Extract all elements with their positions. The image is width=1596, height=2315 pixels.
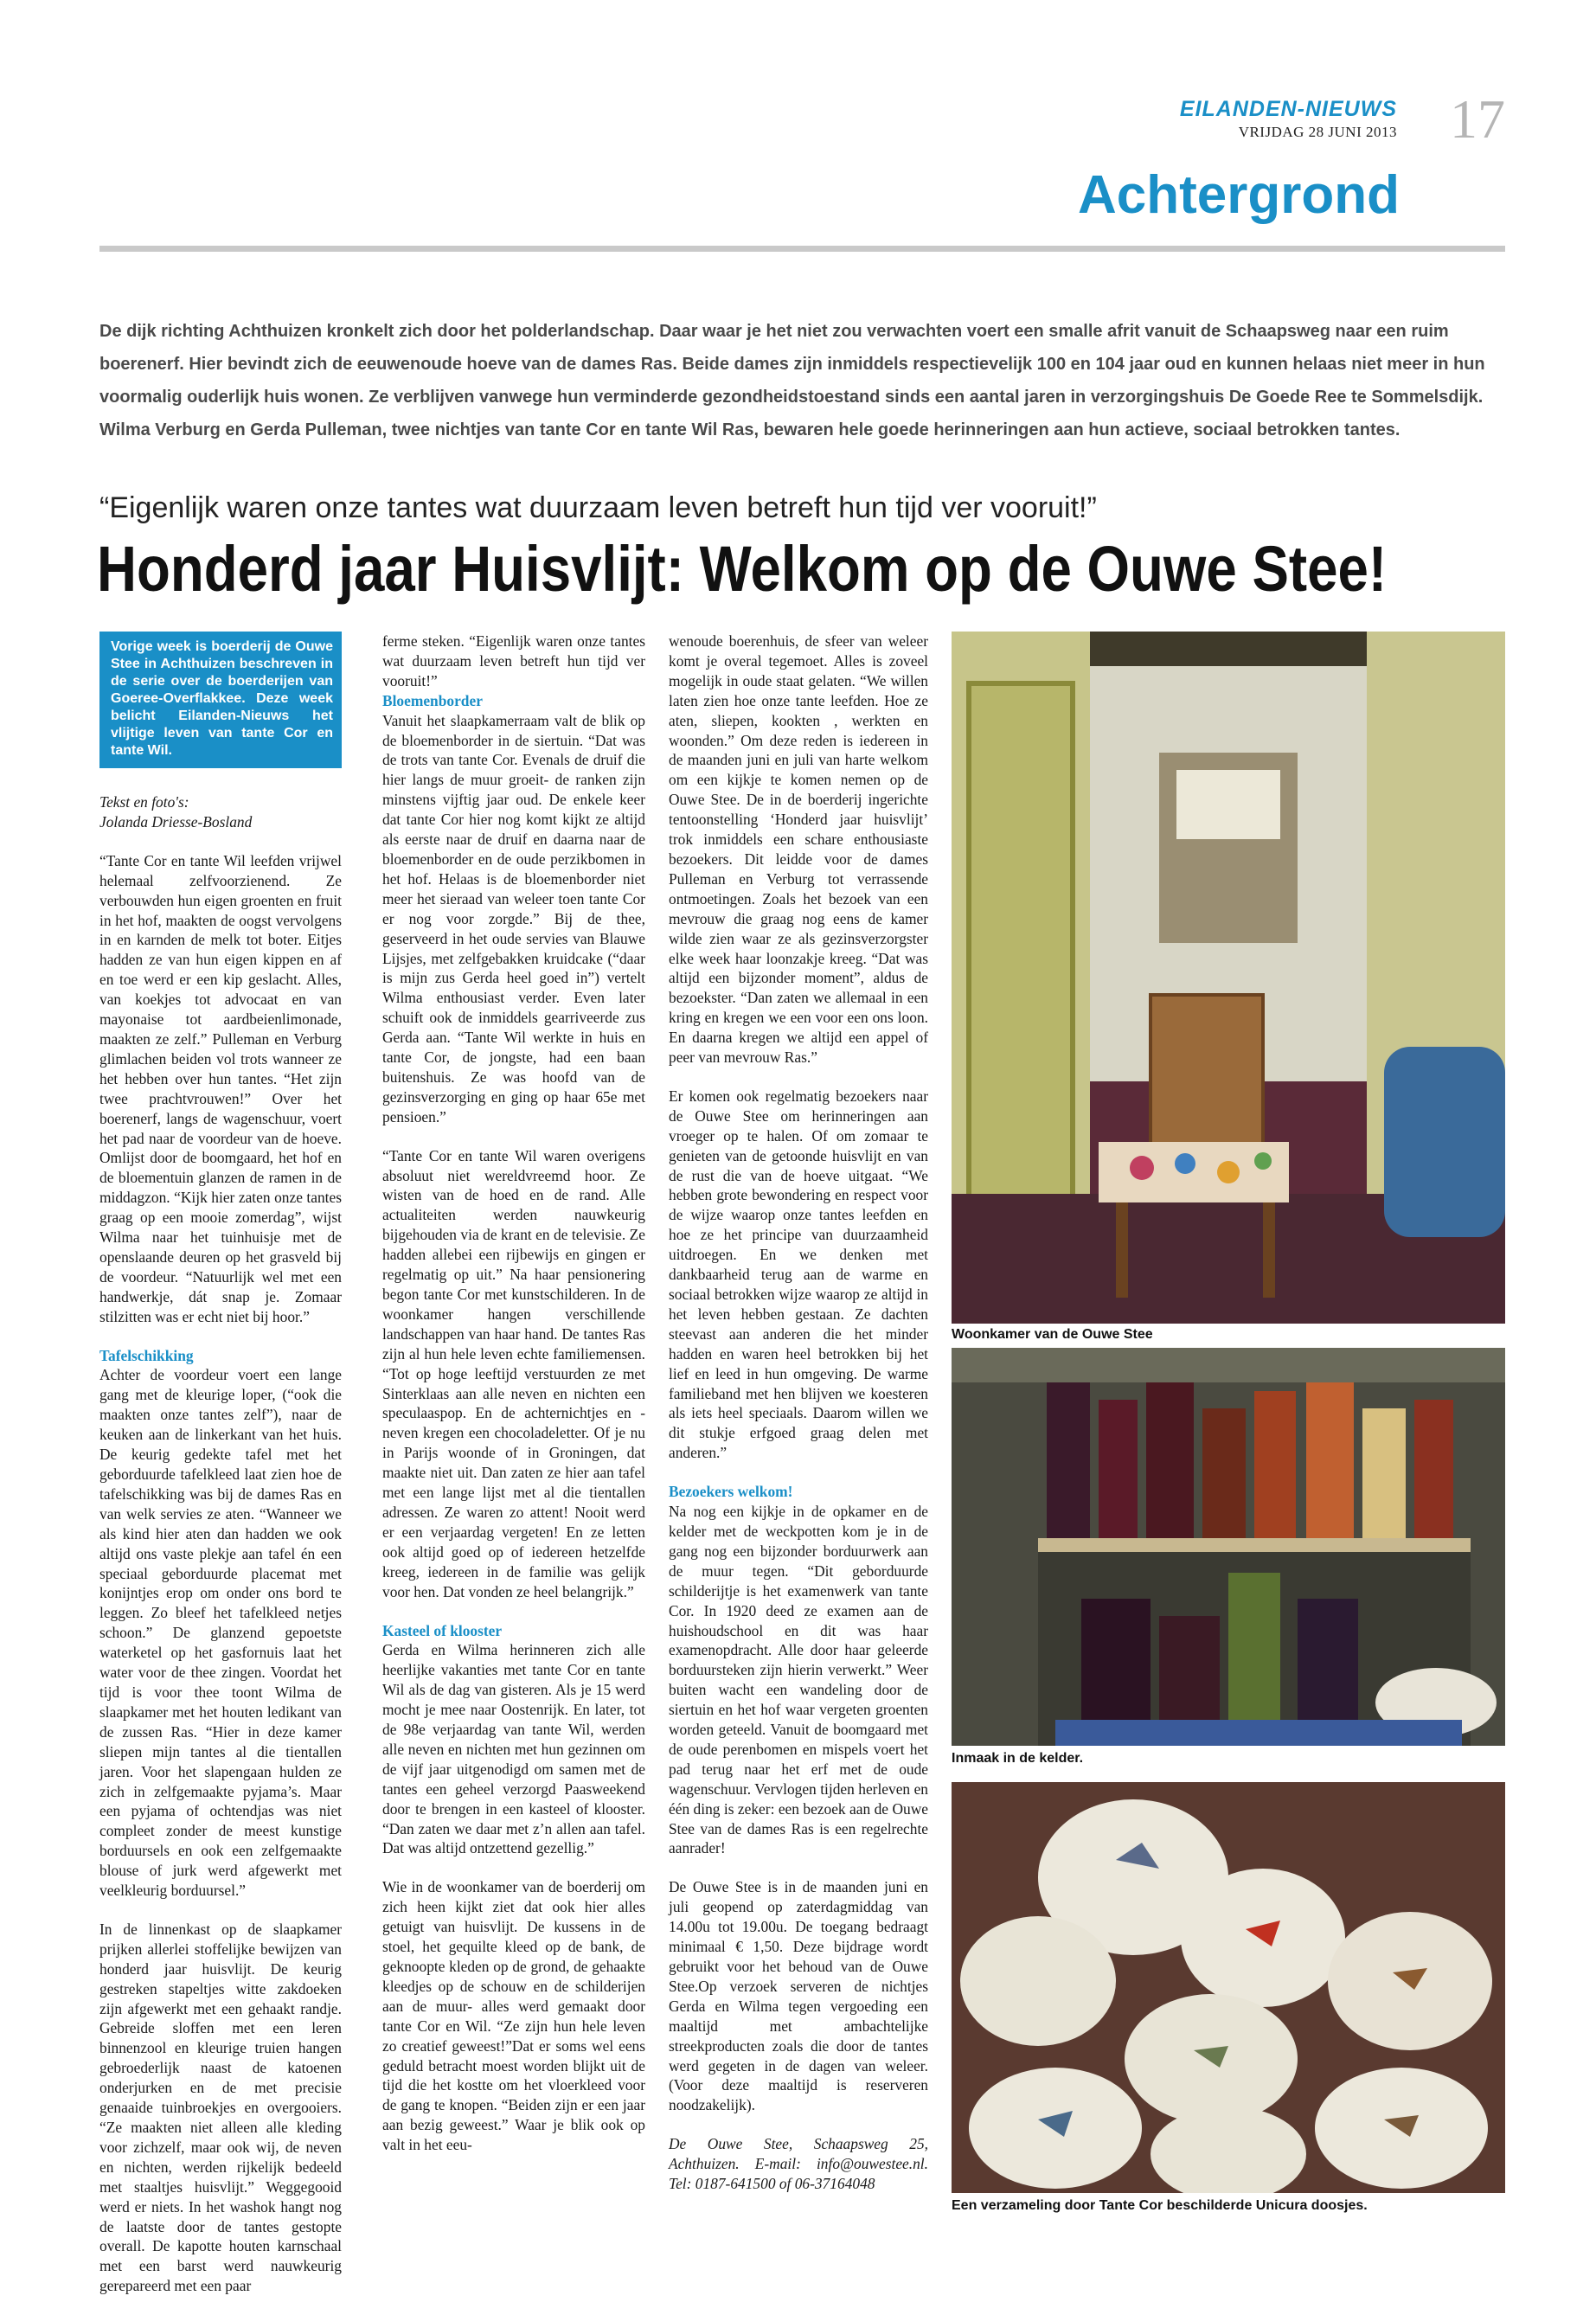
page-number: 17 bbox=[1450, 88, 1505, 150]
paragraph: Vanuit het slaapkamerraam valt de blik op de bloemenborder in de siertuin. “Dat was de trots van tante Cor. Evenals de druif die hier langs de muur groeit- de ranken zijn minstens vijftig jaar oud. De enkele keer dat tante Cor hier nog komt kijkt ze altijd als eerste naar de druif en daarna naar de bloemenborder en de oude perzikbomen in het hof. Helaas is de bloemenborder niet meer het sieraad van weleer toen tante Cor er nog voor zorgde.” Bij de thee, geserveerd in het oude servies van Blauwe Lijsjes, met zelfgebakken kruidcake (“daar is mijn zus Gerda heel goed in”) vertelt Wilma enthousiast verder. Even later schuift ook de inmiddels gearriveerde zus Gerda aan. “Tante Wil werkte in huis en tante Cor, de jongste, had een baan buitenshuis. Ze was hoofd van de gezinsverzorging en ging op haar 65e met pensioen.” bbox=[382, 711, 645, 1125]
subheading-tafelschikking: Tafelschikking bbox=[99, 1346, 194, 1364]
issue-date: VRIJDAG 28 JUNI 2013 bbox=[1238, 124, 1397, 140]
paragraph: Achter de voordeur voert een lange gang met de kleurige loper, (“ook die maakten onze tantes zelf”), naar de keuken aan de linkerkant van het huis. De keurig gedekte tafel met het geborduurde tafelkleed laat zien hoe de tafelschikking was bij de dames Ras en van welk servies ze aten. “Wanneer we als kind hier aten dan hadden we ook altijd ons vaste plekje aan tafel én een speciaal geborduurde placemat met konijntjes erop om onder ons bord te leggen. Zo bleef het tafelkleed netjes schoon.” De glanzend gepoetste waterketel op het gasfornuis laat het water voor de thee zingen. Voordat het tijd is voor thee toont Wilma de slaapkamer met het houten ledikant van de zussen Ras. “Hier in deze kamer sliepen mijn tantes al die tientallen jaren. Voor het slapengaan hulden ze zich in zelfgemaakte pyjama’s. Maar een pyjama of ochtendjas was niet compleet zonder de meest kunstige borduursels en ook een zelfgemaakte blouse of jurk werd afgewerkt met veelkleurig borduursel.” bbox=[99, 1366, 342, 1900]
header-divider bbox=[99, 246, 1505, 252]
photo-painted-boxes bbox=[952, 1782, 1505, 2193]
paragraph: Gerda en Wilma herinneren zich alle heerlijke vakanties met tante Cor en tante Wil als de dag van gisteren. Als je 15 werd mocht je mee naar Oostenrijk. En later, tot de 98e verjaardag van tante Wil, werden alle neven en nichten met hun gezinnen om de vijf jaar uitgenodigd om samen met de tantes een geheel verzorgd Paasweekend door te brengen in een kasteel of klooster. “Dan zaten we daar met z’n allen aan tafel. Dat was altijd ontzettend gezellig.” bbox=[382, 1641, 645, 1857]
intro-paragraph: De dijk richting Achthuizen kronkelt zich door het polderlandschap. Daar waar je het niet zou verwachten voert een smalle afrit vanuit de Schaapsweg naar een ruim boerenerf. Hier bevindt zich de eeuwenoude hoeve van de dames Ras. Beide dames zijn inmiddels respectievelijk 100 en 104 jaar oud en kunnen helaas niet meer in hun voormalig ouderlijk huis wonen. Ze verblijven vanwege hun verminderde gezondheidstoestand sinds een aantal jaren in verzorgingshuis De Goede Ree te Sommelsdijk. Wilma Verburg en Gerda Pulleman, twee nichtjes van tante Cor en tante Wil Ras, bewaren hele goede herinneringen aan hun actieve, sociaal betrokken tantes. bbox=[99, 322, 1485, 439]
paragraph: “Tante Cor en tante Wil leefden vrijwel helemaal zelfvoorzienend. Ze verbouwden hun eigen groenten en fruit in het hof, maakten de oogst vervolgens in en karnden de melk tot boter. Eitjes hadden ze van hun eigen kippen en af en toe werd er een kip geslacht. Alles, van koekjes tot advocaat en van mayonaise tot aardbeienlimonade, maakten ze zelf.” Pulleman en Verburg glimlachen beiden vol trots wanneer ze het hebben over hun tantes. “Het zijn twee prachtvrouwen!” Over het boerenerf, langs de wagenschuur, voert het pad naar de voordeur van de hoeve. Omlijst door de boomgaard, het hof en de bloementuin glanzen de ramen in de middagzon. “Kijk hier zaten onze tantes graag op een mooie zomerdag”, wijst Wilma naar het tuinhuisje met de openslaande deuren op het grasveld bij de voordeur. “Natuurlijk wel met een handwerkje, dát snap je. Zomaar stilzitten was er echt niet bij hoor.” bbox=[99, 851, 342, 1325]
caption-cellar: Inmaak in de kelder. bbox=[952, 1751, 1084, 1766]
subheading-kasteel: Kasteel of klooster bbox=[382, 1621, 503, 1639]
paragraph: wenoude boerenhuis, de sfeer van weleer komt je overal tegemoet. Alles is zoveel mogelijk in oude staat gelaten. “We willen laten zien hoe onze tante leefden. Hoe ze aten, sliepen, kookten , werkten en woonden.” Om deze reden is iedereen in de maanden juni en juli van harte welkom om een kijkje te komen nemen op de Ouwe Stee. De in de boerderij ingerichte tentoonstelling ‘Honderd jaar huisvlijt’ trok inmiddels een schare enthousiaste bezoekers. Dit leidde voor de dames Pulleman en Verburg tot verrassende ontmoetingen. Zoals het bezoek van een mevrouw die graag nog eens de kamer wilde zien waar ze als gezinsverzorgster elke week haar loonzakje kreeg. “Dat was altijd een bijzonder moment”, aldus de bezoekster. “Dan zaten we allemaal in een kring en kregen we een voor een ons loon. En daarna kregen we altijd een appel of peer van mevrouw Ras.” bbox=[669, 632, 928, 1067]
paragraph: ferme steken. “Eigenlijk waren onze tantes wat duurzaam leven betreft hun tijd ver vooruit!” bbox=[382, 632, 645, 689]
article-column-1 bbox=[99, 632, 342, 2315]
paragraph: Er komen ook regelmatig bezoekers naar de Ouwe Stee om herinneringen aan vroeger op te halen. Of om zomaar te genieten van de getoonde huisvlijt en van de rust die van de hoeve uitgaat. “We hebben grote bewondering en respect voor de wijze waarop onze tantes leefden en hoe ze het principe van duurzaamheid uitdroegen. En we denken met dankbaarheid terug aan de warme en sociaal betrokken wijze waarop ze altijd in het leven hebben gestaan. Ze dachten steevast aan anderen die het minder hadden en waren heel betrokken bij het lief en leed in hun omgeving. De warme familieband met hen blijven we koesteren als iets heel speciaals. Daarom willen we dit stukje erfgoed graag delen met anderen.” bbox=[669, 1087, 928, 1462]
section-title: Achtergrond bbox=[1078, 165, 1400, 225]
photo-cellar-jars bbox=[952, 1348, 1505, 1746]
credit-author: Jolanda Driesse-Bosland bbox=[99, 812, 253, 830]
pull-quote: “Eigenlijk waren onze tantes wat duurzaam leven betreft hun tijd ver vooruit!” bbox=[99, 491, 1097, 524]
article-column-2 bbox=[382, 632, 645, 2174]
paragraph: Na nog een kijkje in de opkamer en de kelder met de weckpotten kom je in de gang nog een bijzonder borduurwerk aan de muur tegen. “Dit geborduurde schilderijtje is het examenwerk van tante Cor. In 1920 deed ze examen aan de huishoudschool en dit was haar examenopdracht. Alle door haar geleerde borduursteken zijn hierin verwerkt.” Weer buiten wacht een wandeling door de siertuin en het hof waar vergeten groenten worden geteeld. Vanuit de boomgaard met de oude perenbomen en mispels voert het pad terug naar het erf met de oude wagenschuur. Vervlogen tijden herleven en één ding is zeker: een bezoek aan de Ouwe Stee van de dames Ras is een regelrechte aanrader! bbox=[669, 1503, 928, 1857]
article-headline: Honderd jaar Huisvlijt: Welkom op de Ouwe Stee! bbox=[97, 533, 1388, 605]
paragraph: De Ouwe Stee is in de maanden juni en juli geopend op zaterdagmiddag van 14.00u tot 19.00u. De toegang bedraagt minimaal € 1,50. Deze bijdrage wordt gebruikt voor het behoud van de Ouwe Stee.Op verzoek serveren de nichtjes Gerda en Wilma tegen vergoeding een maaltijd met ambachtelijke streekproducten zoals die door de tantes werd gegeten in de dagen van weleer. (Voor deze maaltijd is reserveren noodzakelijk). bbox=[669, 1878, 928, 2114]
masthead bbox=[1180, 97, 1397, 141]
paragraph: “Tante Cor en tante Wil waren overigens absoluut niet wereldvreemd hoor. Ze wisten van de hoed en de rand. Alle actualiteiten werden nauwkeurig bijgehouden via de krant en de televisie. Ze hadden allebei een rijbewijs en gingen er regelmatig op uit.” Na haar pensionering begon tante Cor met kunstschilderen. In de woonkamer hangen verschillende landschappen van haar hand. De tantes Ras zijn al hun hele leven echte familiemensen. “Tot op hoge leeftijd verstuurden ze met Sinterklaas aan alle neven en nichten een speculaaspop. En de achternichtjes en -neven kregen een chocoladeletter. Of je nu in Parijs woonde of in Groningen, dat maakte niet uit. Dan zaten ze hier aan tafel met een lange lijst met al die tientallen adressen. Ze waren zo attent! Nooit werd er een verjaardag vergeten! En ze letten ook altijd goed op of iedereen hetzelfde kreeg, iedereen in de familie was gelijk voor hen. Dat vonden ze heel belangrijk.” bbox=[382, 1146, 645, 1600]
paragraph: In de linnenkast op de slaapkamer prijken allerlei stoffelijke bewijzen van honderd jaar huisvlijt. De keurig gestreken stapeltjes witte zakdoeken zijn afgewerkt met een gehaakt randje. Gebreide sloffen met een leren binnenzool en kleurige truien hangen gebroederlijk naast de katoenen onderjurken en de met precisie genaaide tuinbroekjes en overgooiers. “Ze maakten niet alleen alle kleding voor zichzelf, maar ook wij, de neven en nichten, werden rijkelijk bedeeld met staaltjes huisvlijt.” Weggegooid werd er niets. In het washok hangt nog de laatste door de tantes gestopte overall. De kapotte houten karnschaal met een barst werd nauwkeurig gerepareerd met een paar bbox=[99, 1920, 342, 2295]
subheading-bloemenborder: Bloemenborder bbox=[382, 691, 483, 709]
caption-living-room: Woonkamer van de Ouwe Stee bbox=[952, 1327, 1153, 1342]
photo-living-room bbox=[952, 632, 1505, 1324]
credit-label: Tekst en foto's: bbox=[99, 793, 189, 811]
caption-boxes: Een verzameling door Tante Cor beschilderde Unicura doosjes. bbox=[952, 2198, 1368, 2213]
paragraph: Wie in de woonkamer van de boerderij om zich heen kijkt ziet dat ook hier alles getuigt van huisvlijt. De kussens in de stoel, het gequilte kleed op de bank, de geknoopte kleden op de grond, de gehaakte kleedjes op de schouw en de schilderijen aan de muur- alles werd gemaakt door tante Cor en Wil. “Ze zijn hun hele leven zo creatief geweest!”Dat er soms wel eens geduld betracht moest worden blijkt uit de tijd die het kostte om het vloerkleed voor de gang te knopen. “Beiden zijn er een jaar aan bezig geweest.” Waar je blik ook op valt in het eeu- bbox=[382, 1878, 645, 2154]
article-column-3 bbox=[669, 632, 928, 2194]
info-box: Vorige week is boerderij de Ouwe Stee in Achthuizen beschreven in de serie over de boerderijen van Goeree-Overflakkee. Deze week belicht Eilanden-Nieuws het vlijtige leven van tante Cor en tante Wil. bbox=[99, 632, 342, 768]
author-credit bbox=[99, 792, 342, 832]
contact-info: De Ouwe Stee, Schaapsweg 25, Achthuizen. E-mail: info@ouwestee.nl. Tel: 0187-641500 of 06-37164048 bbox=[669, 2135, 928, 2193]
subheading-bezoekers: Bezoekers welkom! bbox=[669, 1483, 793, 1501]
newspaper-logo: EILANDEN-NIEUWS bbox=[1179, 97, 1397, 121]
